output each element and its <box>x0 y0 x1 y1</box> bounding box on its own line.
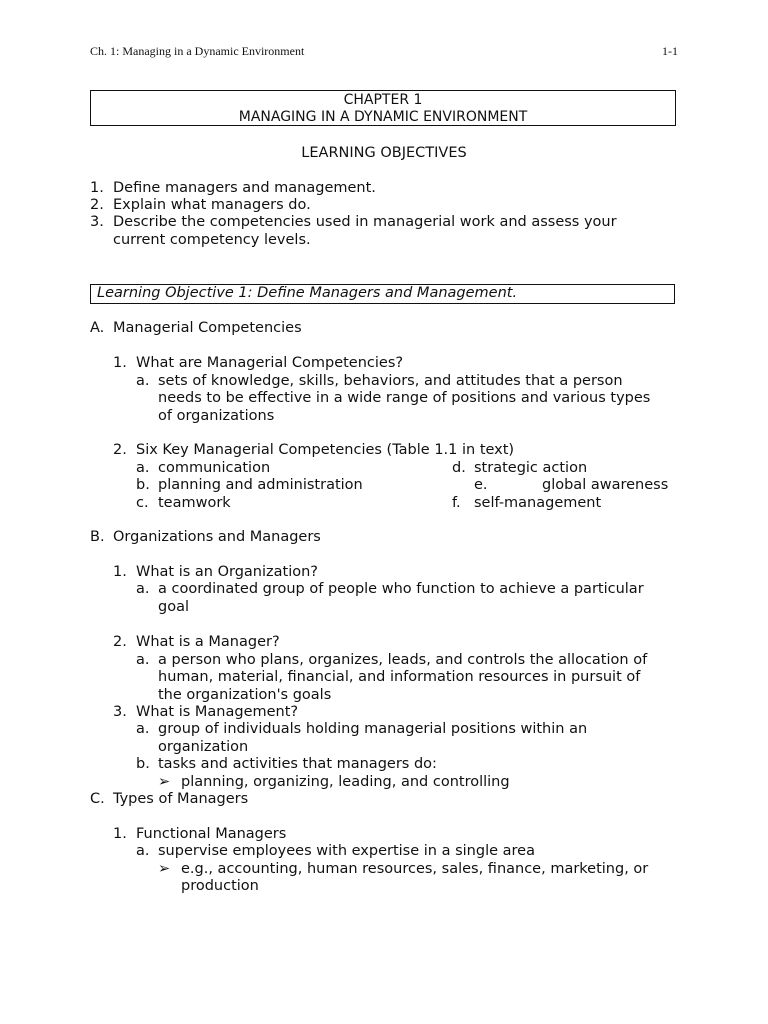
sub-item-text: human, material, financial, and information resources in pursuit of <box>158 669 641 685</box>
item-text: What is an Organization? <box>136 564 318 580</box>
sub-item-label: a. <box>136 373 150 389</box>
sub-item-label: a. <box>136 721 150 737</box>
sub-item-text: the organization's goals <box>158 687 332 703</box>
competency-label: b. <box>136 477 150 493</box>
item-text: Six Key Managerial Competencies (Table 1.1 in text) <box>136 442 515 458</box>
sub-item-text: a coordinated group of people who function to achieve a particular <box>158 581 644 597</box>
sub-item-label: a. <box>136 843 150 859</box>
bullet-text: e.g., accounting, human resources, sales, finance, marketing, or <box>181 861 649 877</box>
item-number: 1. <box>113 826 127 842</box>
section-label: B. <box>90 529 105 545</box>
item-text: What is a Manager? <box>136 634 280 650</box>
sub-item-text: needs to be effective in a wide range of positions and various types <box>158 390 651 406</box>
competency-item: teamwork <box>158 495 231 511</box>
chapter-number: CHAPTER 1 <box>343 92 423 108</box>
objective-number: 1. <box>90 180 104 196</box>
competency-item: strategic action <box>474 460 588 476</box>
competency-item: planning and administration <box>158 477 363 493</box>
sub-item-text: of organizations <box>158 408 275 424</box>
competency-label: a. <box>136 460 150 476</box>
chapter-title: MANAGING IN A DYNAMIC ENVIRONMENT <box>238 109 528 125</box>
arrow-bullet-icon: ➢ <box>158 861 171 877</box>
section-label: A. <box>90 320 105 336</box>
objective-text-continued: current competency levels. <box>113 232 311 248</box>
sub-item-text: group of individuals holding managerial positions within an <box>158 721 588 737</box>
item-number: 1. <box>113 564 127 580</box>
competency-label: f. <box>452 495 461 511</box>
item-text: What is Management? <box>136 704 299 720</box>
item-text: What are Managerial Competencies? <box>136 355 404 371</box>
objective-number: 2. <box>90 197 104 213</box>
sub-item-text: organization <box>158 739 249 755</box>
sub-item-text: sets of knowledge, skills, behaviors, and attitudes that a person <box>158 373 623 389</box>
competency-item: global awareness <box>542 477 669 493</box>
objective-text: Explain what managers do. <box>113 197 311 213</box>
learning-objective-box: Learning Objective 1: Define Managers and Management. <box>90 284 675 304</box>
objective-number: 3. <box>90 214 104 230</box>
competency-item: self-management <box>474 495 602 511</box>
sub-item-text: a person who plans, organizes, leads, and controls the allocation of <box>158 652 648 668</box>
bullet-text: production <box>181 878 259 894</box>
objective-text: Describe the competencies used in managerial work and assess your <box>113 214 617 230</box>
sub-item-text: goal <box>158 599 189 615</box>
section-title: Types of Managers <box>113 791 249 807</box>
section-label: C. <box>90 791 105 807</box>
competency-label: e. <box>474 477 488 493</box>
item-number: 1. <box>113 355 127 371</box>
item-number: 2. <box>113 442 127 458</box>
item-number: 2. <box>113 634 127 650</box>
objective-text: Define managers and management. <box>113 180 376 196</box>
running-header-title: Ch. 1: Managing in a Dynamic Environment <box>90 44 305 58</box>
chapter-title-box <box>90 90 676 126</box>
competency-item: communication <box>158 460 271 476</box>
item-number: 3. <box>113 704 127 720</box>
sub-item-label: b. <box>136 756 150 772</box>
competency-label: c. <box>136 495 149 511</box>
bullet-text: planning, organizing, leading, and controlling <box>181 774 510 790</box>
sub-item-label: a. <box>136 652 150 668</box>
page-number: 1-1 <box>662 44 678 58</box>
section-title: Organizations and Managers <box>113 529 321 545</box>
competency-label: d. <box>452 460 466 476</box>
sub-item-text: supervise employees with expertise in a single area <box>158 843 535 859</box>
item-text: Functional Managers <box>136 826 287 842</box>
arrow-bullet-icon: ➢ <box>158 774 171 790</box>
sub-item-label: a. <box>136 581 150 597</box>
section-title: Managerial Competencies <box>113 320 302 336</box>
sub-item-text: tasks and activities that managers do: <box>158 756 437 772</box>
learning-objectives-heading: LEARNING OBJECTIVES <box>301 145 467 161</box>
